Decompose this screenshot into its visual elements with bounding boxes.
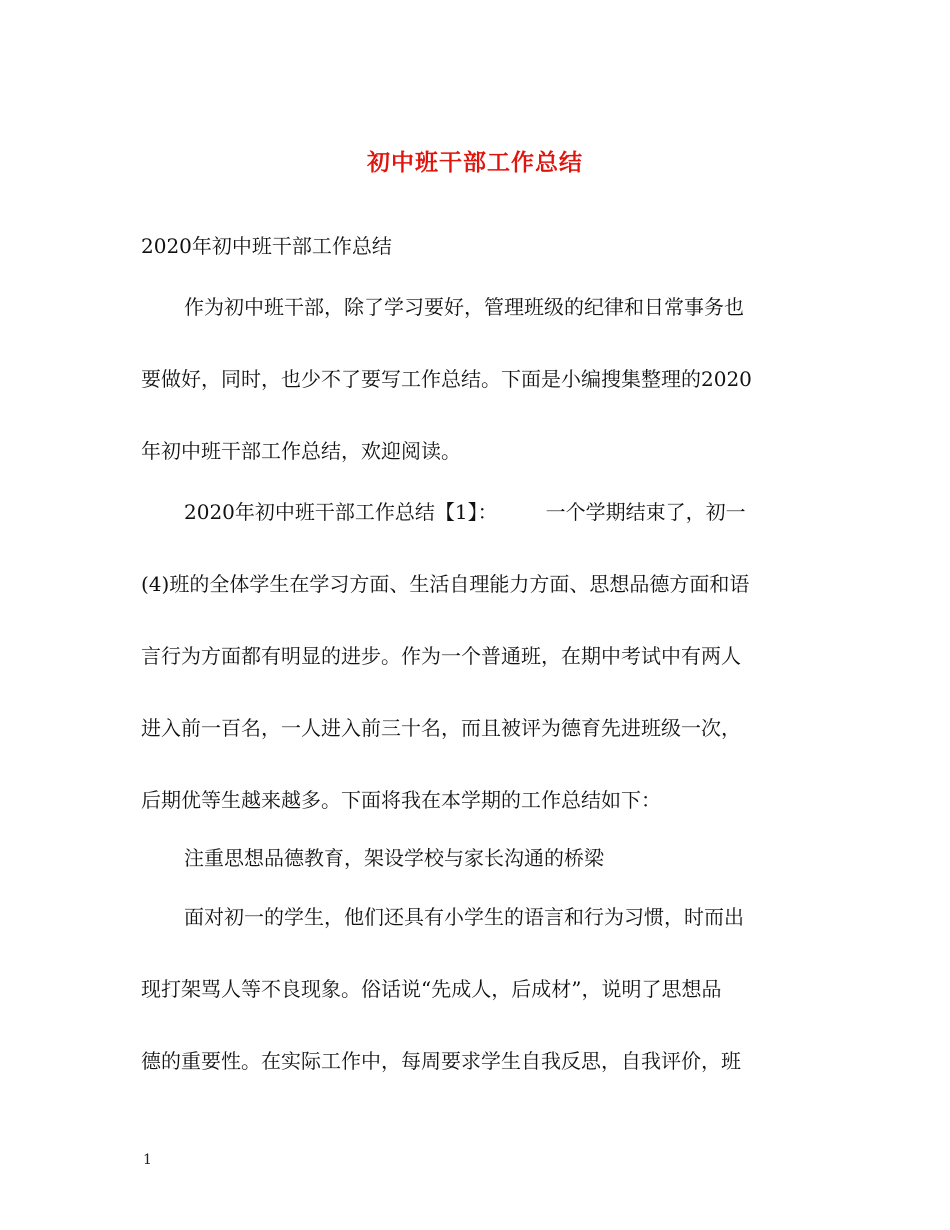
page-number: 1 [143,1152,152,1168]
paragraph-line: 现打架骂人等不良现象。俗话说“先成人，后成材”，说明了思想品 [141,977,722,1001]
moral-education-paragraph [141,903,811,1075]
paragraph-line: 德的重要性。在实际工作中，每周要求学生自我反思，自我评价，班 [141,1049,741,1073]
paragraph-line: 要做好，同时，也少不了要写工作总结。下面是小编搜集整理的2020 [141,367,752,391]
paragraph-line: (4)班的全体学生在学习方面、生活自理能力方面、思想品德方面和语 [141,572,750,596]
summary-paragraph [141,498,811,814]
document-body [141,232,811,1119]
paragraph-line: 进入前一百名，一人进入前三十名，而且被评为德育先进班级一次， [141,716,741,740]
summary-label: 2020年初中班干部工作总结【1】： [184,500,498,524]
paragraph-line [141,498,811,526]
paragraph-line: 言行为方面都有明显的进步。作为一个普通班，在期中考试中有两人 [141,644,741,668]
paragraph-line: 面对初一的学生，他们还具有小学生的语言和行为习惯，时而出 [184,905,744,929]
document-subtitle: 2020年初中班干部工作总结 [141,234,392,258]
summary-first-line-rest: 一个学期结束了，初一 [545,500,746,524]
document-title: 初中班干部工作总结 [367,149,583,176]
intro-paragraph [141,293,811,465]
paragraph-line: 年初中班干部工作总结，欢迎阅读。 [141,439,461,463]
paragraph-line: 后期优等生越来越多。下面将我在本学期的工作总结如下： [141,788,661,812]
paragraph-line: 作为初中班干部，除了学习要好，管理班级的纪律和日常事务也 [184,295,744,319]
section-heading: 注重思想品德教育，架设学校与家长沟通的桥梁 [184,846,604,870]
